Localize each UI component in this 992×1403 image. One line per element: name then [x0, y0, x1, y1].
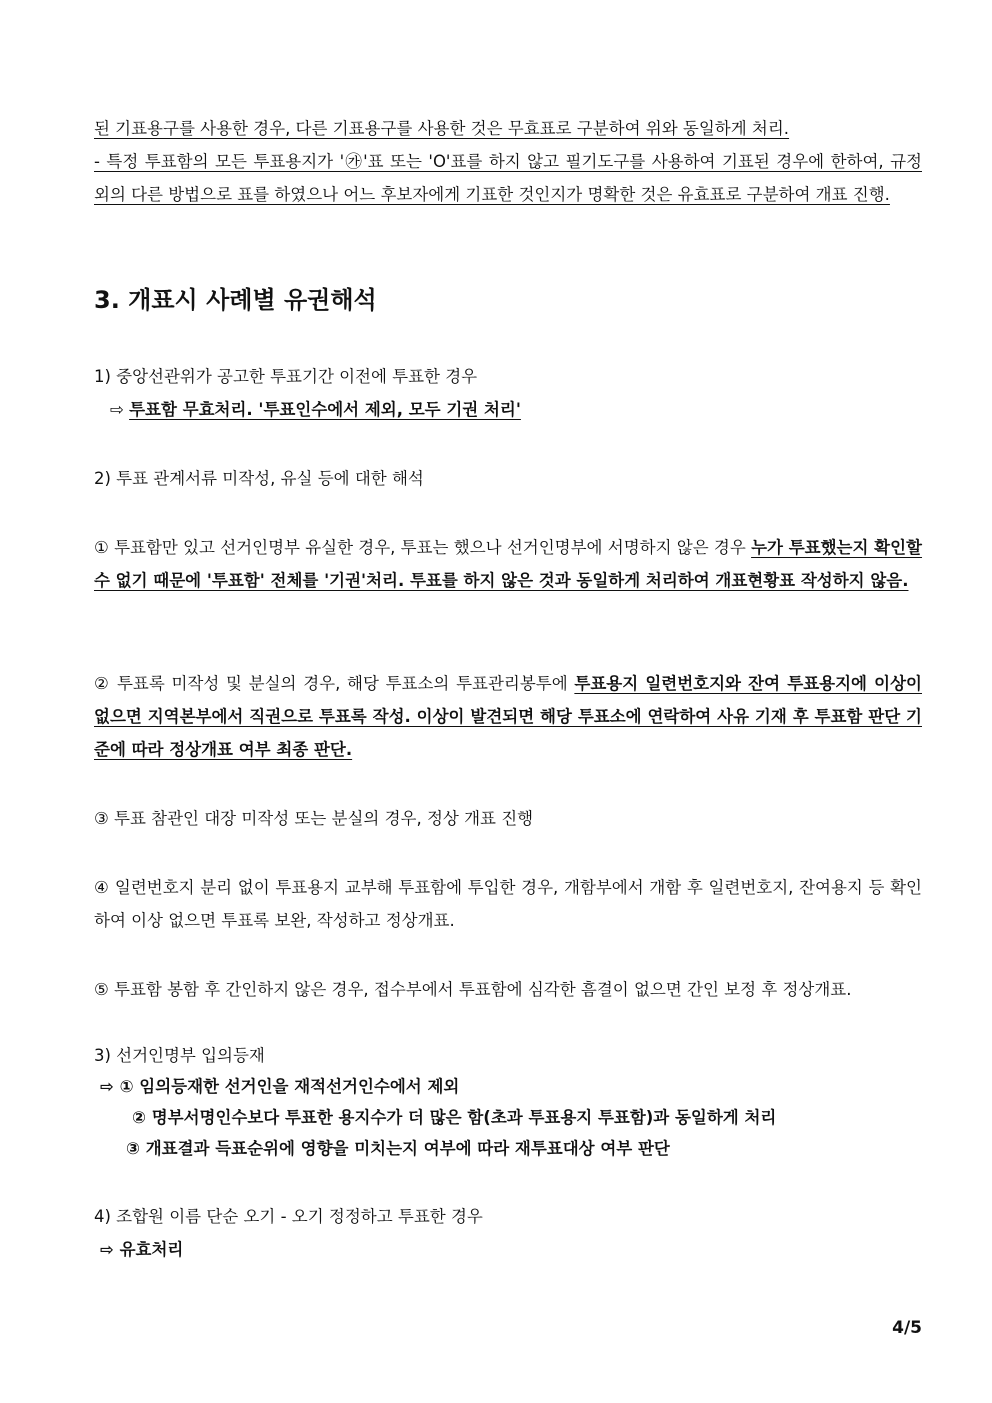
item-2-case-5: ⑤ 투표함 봉함 후 간인하지 않은 경우, 접수부에서 투표함에 심각한 흠결이 없으면 간인 보정 후 정상개표.: [94, 980, 852, 999]
item-3-result-3: ③ 개표결과 득표순위에 영향을 미치는지 여부에 따라 재투표대상 여부 판단: [126, 1139, 670, 1158]
item-3-result-2: ② 명부서명인수보다 투표한 용지수가 더 많은 함(초과 투표용지 투표함)과 동일하게 처리: [132, 1108, 777, 1127]
item-2-case-4: ④ 일련번호지 분리 없이 투표용지 교부해 투표함에 투입한 경우, 개함부에서 개함 후 일련번호지, 잔여용지 등 확인하여 이상 없으면 투표록 보완, 작성하고 정상개표.: [94, 878, 922, 930]
item-3: [94, 1040, 922, 1164]
item-3-title: 3) 선거인명부 입의등재: [94, 1046, 265, 1065]
item-1: [94, 360, 922, 426]
item-4: [94, 1200, 922, 1266]
arrow-icon: ⇨: [110, 400, 130, 419]
case-2-text: ② 투표록 미작성 및 분실의 경우, 해당 투표소의 투표관리봉투에: [94, 674, 575, 693]
case-1-emphasis: 누가 투표했는지 확인할 수 없기 때문에 '투표함' 전체를 '기권'처리. 투표를 하지 않은 것과 동일하게 처리하여 개표현황표 작성하지 않음.: [94, 538, 923, 590]
top-line-2: - 특정 투표함의 모든 투표용지가 '㉮'표 또는 'O'표를 하지 않고 필기도구를 사용하여 기표된 경우에 한하여, 규정 외의 다른 방법으로 표를 하였으나 어느 후보자에게 기표한 것인지가 명확한 것은 유효표로 구분하여 개표 진행.: [94, 152, 922, 204]
section-heading: 3. 개표시 사례별 유권해석: [94, 286, 377, 314]
top-line-1: 된 기표용구를 사용한 경우, 다른 기표용구를 사용한 것은 무효표로 구분하여 위와 동일하게 처리.: [94, 119, 790, 138]
item-2-case-2: [94, 667, 922, 766]
page-number: 4/5: [892, 1318, 922, 1338]
item-1-title: 1) 중앙선관위가 공고한 투표기간 이전에 투표한 경우: [94, 367, 478, 386]
item-2-case-1: [94, 531, 922, 597]
item-4-title: 4) 조합원 이름 단순 오기 - 오기 정정하고 투표한 경우: [94, 1207, 483, 1226]
item-3-result-1: ⇨ ① 임의등재한 선거인을 재적선거인수에서 제외: [100, 1077, 460, 1096]
item-1-result-text: 투표함 무효처리. '투표인수에서 제외, 모두 기권 처리': [129, 400, 521, 419]
item-2-title: 2) 투표 관계서류 미작성, 유실 등에 대한 해석: [94, 469, 424, 488]
case-2-emphasis: 투표용지 일련번호지와 잔여 투표용지에 이상이 없으면 지역본부에서 직권으로 투표록 작성. 이상이 발견되면 해당 투표소에 연락하여 사유 기재 후 투표함 판단 기준에 따라 정상개표 여부 최종 판단.: [94, 674, 922, 759]
item-4-result: ⇨ 유효처리: [100, 1240, 184, 1259]
item-2-case-3: ③ 투표 참관인 대장 미작성 또는 분실의 경우, 정상 개표 진행: [94, 809, 534, 828]
item-1-result: [94, 393, 922, 426]
top-paragraph: [94, 112, 922, 211]
case-1-text: ① 투표함만 있고 선거인명부 유실한 경우, 투표는 했으나 선거인명부에 서명하지 않은 경우: [94, 538, 752, 557]
